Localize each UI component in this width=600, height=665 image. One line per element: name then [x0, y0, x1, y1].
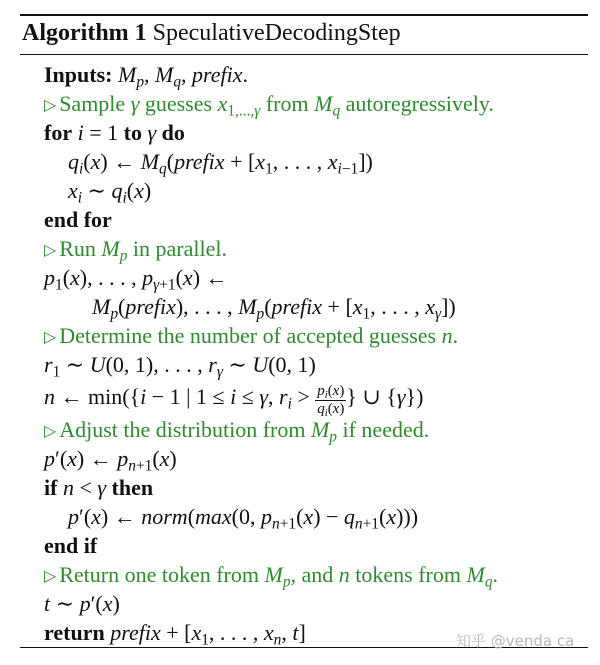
target-distribution-line: $p_1(x)$, . . . , $p_{\gamma+1}(x)$ ← — [44, 265, 228, 294]
if-line: if n < γ then — [44, 475, 154, 500]
comment-accepted-guesses: ▷ Determine the number of accepted guesses n. — [44, 323, 459, 348]
inputs-line: Inputs: $M_p$, $M_q$, prefix. — [44, 62, 249, 91]
final-sample-line: t ∼ p′(x) — [44, 591, 120, 616]
watermark: 知乎 @venda ca — [456, 632, 575, 650]
algorithm-title — [22, 20, 401, 47]
draft-sample-line: $x_i$ ∼ $q_i(x)$ — [68, 178, 152, 207]
end-for-line: end for — [44, 207, 112, 232]
target-distribution-cont-line: $M_p(prefix)$, . . . , $M_p(prefix + [x_1$, . . . , $x_\gamma$]) — [92, 294, 456, 323]
inputs-keyword: Inputs: — [44, 62, 113, 87]
for-line: for i = 1 to γ do — [44, 120, 185, 145]
residual-distribution-line: p′(x) ← norm(max(0, $p_{n+1}(x) - q_{n+1}(x)$)) — [68, 504, 419, 533]
algorithm-name: SpeculativeDecodingStep — [152, 20, 401, 46]
ratio-fraction: $\frac{p_i(x)}{q_i(x)}$ — [317, 383, 345, 420]
draft-distribution-line: $q_i(x)$ ← $M_q(prefix + [x_1$, . . . , $x_{i-1}$]) — [68, 149, 373, 178]
adjusted-distribution-line: p′(x) ← $p_{n+1}(x)$ — [44, 446, 177, 475]
end-if-line: end if — [44, 533, 98, 558]
comment-sample-guesses: ▷ Sample γ guesses $x_{1,...,\gamma}$ from $M_q$ autoregressively. — [44, 91, 494, 120]
return-line: return prefix + [$x_1$, . . . , $x_n$, t] — [44, 620, 306, 649]
uniform-sample-line: $r_1$ ∼ U(0, 1), . . . , $r_\gamma$ ∼ U(0, 1) — [44, 352, 316, 381]
comment-run-parallel: ▷ Run $M_p$ in parallel. — [44, 236, 227, 265]
comment-return-tokens: ▷ Return one token from $M_p$, and n tokens from $M_q$. — [44, 562, 499, 591]
accept-count-line: n ← min({i − 1 | 1 ≤ i ≤ γ, $r_i$ > $\frac{p_i(x)}{q_i(x)}$ } ∪ {γ}) — [44, 383, 424, 420]
algorithm-label: Algorithm 1 — [22, 20, 147, 46]
comment-adjust-distribution: ▷ Adjust the distribution from $M_p$ if needed. — [44, 417, 430, 446]
top-rule — [20, 14, 588, 16]
header-rule — [20, 54, 588, 55]
